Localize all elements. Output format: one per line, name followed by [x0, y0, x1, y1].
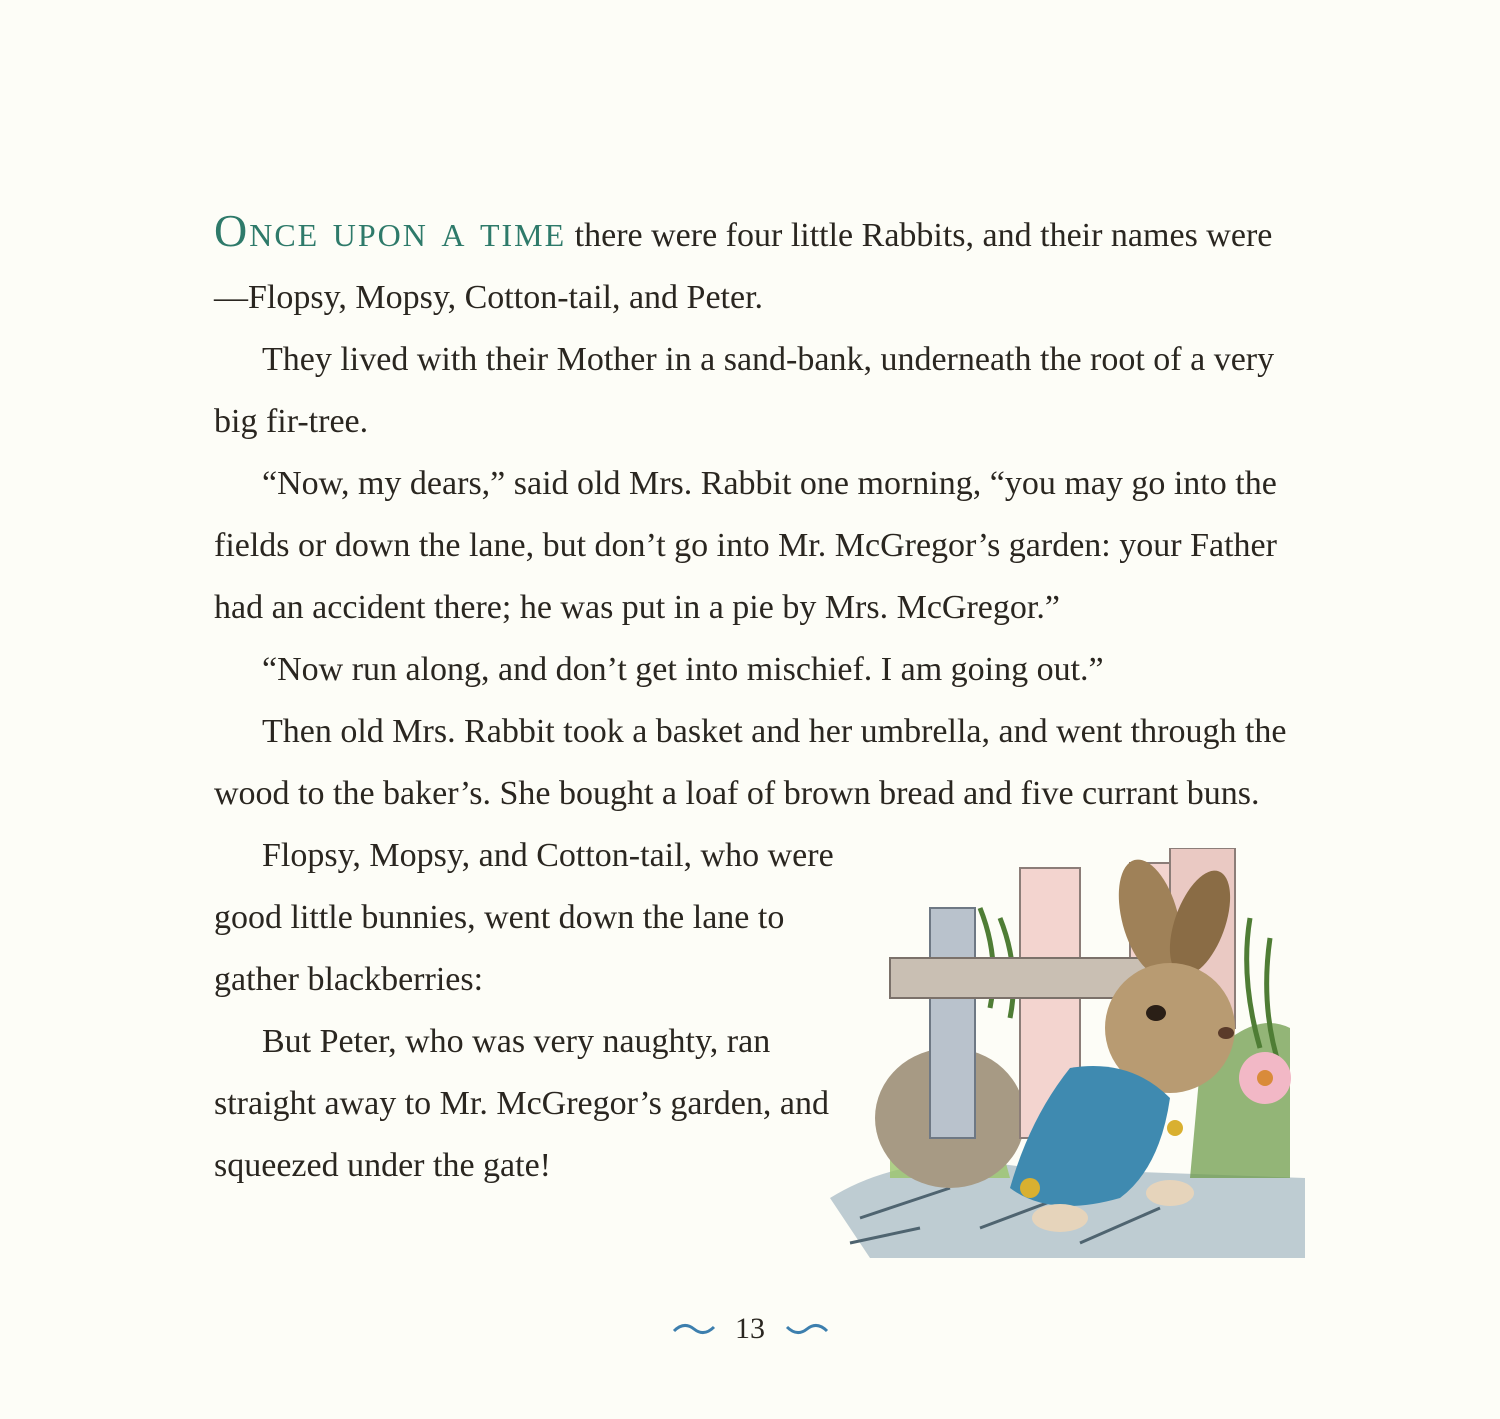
page-number: 13: [735, 1312, 765, 1346]
paragraph-3: “Now, my dears,” said old Mrs. Rabbit one morning, “you may go into the fields or down the lane, but don’t go into Mr. McGregor’s garden: your Father had an accident there; he was put in a pie by Mrs. McGregor.”: [214, 465, 1277, 626]
right-ornament-icon: [785, 1319, 829, 1339]
paragraph-1: [214, 200, 1294, 329]
left-ornament-icon: [672, 1319, 716, 1339]
paragraph-2: They lived with their Mother in a sand-bank, underneath the root of a very big fir-tree.: [214, 341, 1275, 440]
peter-rabbit-illustration: [830, 848, 1305, 1258]
paragraph-5: Then old Mrs. Rabbit took a basket and her umbrella, and went through the wood to the baker’s. She bought a loaf of brown bread and five currant buns.: [214, 713, 1287, 812]
opening-small-caps: Once upon a time: [214, 205, 567, 256]
paragraph-6: Flopsy, Mopsy, and Cotton-tail, who were good little bunnies, went down the lane to gather blackberries:: [214, 837, 834, 998]
page-footer: [0, 1310, 1500, 1346]
paragraph-1-text: there were four little Rabbits, and their names were—Flopsy, Mopsy, Cotton-tail, and Peter.: [214, 217, 1273, 316]
paragraph-7: But Peter, who was very naughty, ran straight away to Mr. McGregor’s garden, and squeezed under the gate!: [214, 1023, 829, 1184]
paragraph-4: “Now run along, and don’t get into mischief. I am going out.”: [262, 651, 1104, 688]
